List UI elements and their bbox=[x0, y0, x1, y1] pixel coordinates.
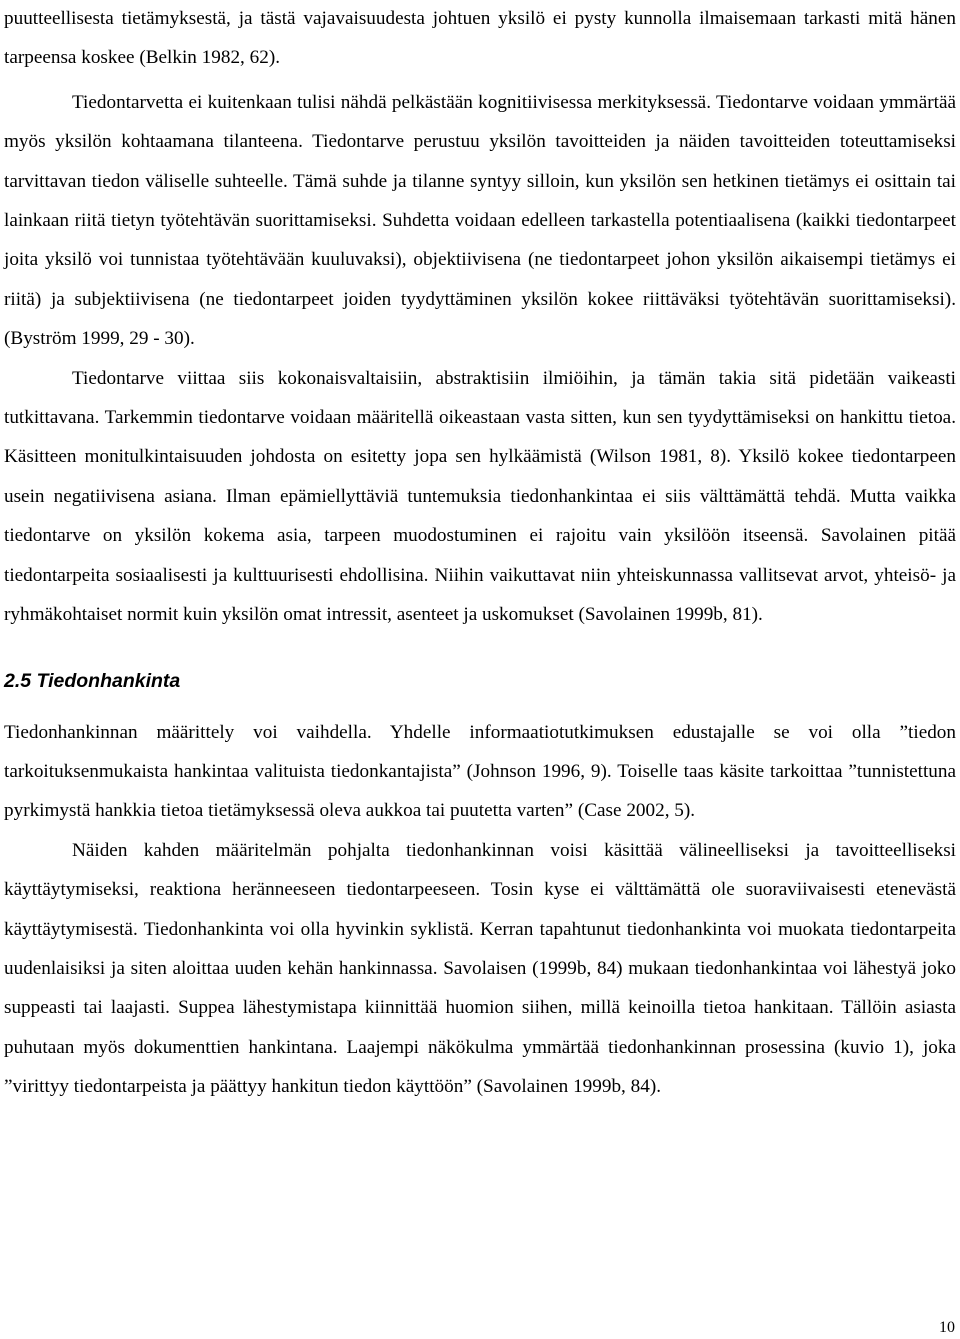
body-paragraph: puutteellisesta tietämyksestä, ja tästä vajavaisuudesta johtuen yksilö ei pysty kunnolla ilmaisemaan tarkasti mitä hänen tarpeensa koskee (Belkin 1982, 62). bbox=[4, 8, 956, 69]
body-paragraph: Tiedontarve viittaa siis kokonaisvaltaisiin, abstraktisiin ilmiöihin, ja tämän takia sitä pidetään vaikeasti tutkittavana. Tarkemmin tiedontarve voidaan määritellä oikeastaan vasta sitten, kun sen tyydyttämiseksi on hankittu tietoa. Käsitteen monitulkintaisuuden johdosta on esitetty jopa sen hylkäämistä (Wilson 1981, 8). Yksilö kokee tiedontarpeen usein negatiivisena asiana. Ilman epämiellyttäviä tuntemuksia tiedonhankintaa ei siis välttämättä tehdä. Mutta vaikka tiedontarve on yksilön kokema asia, tarpeen muodostuminen ei rajoitu vain yksilöön itseensä. Savolainen pitää tiedontarpeita sosiaalisesti ja kulttuurisesti ehdollisina. Niihin vaikuttavat niin yhteiskunnassa vallitsevat arvot, yhteisö- ja ryhmäkohtaiset normit kuin yksilön omat intressit, asenteet ja uskomukset (Savolainen 1999b, 81). bbox=[4, 367, 956, 626]
document-page bbox=[4, 0, 956, 1107]
body-paragraph: Tiedonhankinnan määrittely voi vaihdella. Yhdelle informaatiotutkimuksen edustajalle se voi olla ”tiedon tarkoituksenmukaista hankintaa valituista tiedonkantajista” (Johnson 1996, 9). Toiselle taas käsite tarkoittaa ”tunnistettuna pyrkimystä hankkia tietoa tietämyksessä oleva aukkoa tai puutetta varten” (Case 2002, 5). bbox=[4, 721, 956, 822]
body-paragraph: Tiedontarvetta ei kuitenkaan tulisi nähdä pelkästään kognitiivisessa merkityksessä. Tiedontarve voidaan ymmärtää myös yksilön kohtaamana tilanteena. Tiedontarve perustuu yksilön tavoitteiden ja näiden tavoitteiden toteuttamiseksi tarvittavan tiedon väliselle suhteelle. Tämä suhde ja tilanne syntyy silloin, kun yksilön sen hetkinen tietämys ei osittain tai lainkaan riitä tietyn työtehtävän suorittamiseksi. Suhdetta voidaan edelleen tarkastella potentiaalisena (kaikki tiedontarpeet joita yksilö voi tunnistaa työtehtävään kuuluvaksi), objektiivisena (ne tiedontarpeet johon yksilön aikaisempi tietämys ei riitä) ja subjektiivisena (ne tiedontarpeet joiden tyydyttäminen yksilön kokee riittäväksi työtehtävän suorittamiseksi). (Byström 1999, 29 - 30). bbox=[4, 91, 956, 350]
section-heading: 2.5 Tiedonhankinta bbox=[4, 669, 181, 692]
page-number: 10 bbox=[939, 1319, 955, 1336]
body-paragraph: Näiden kahden määritelmän pohjalta tiedonhankinnan voisi käsittää välineelliseksi ja tavoitteelliseksi käyttäytymiseksi, reaktiona heränneeseen tiedontarpeeseen. Tosin kyse ei välttämättä ole suoraviivaisesti etenevästä käyttäytymisestä. Tiedonhankinta voi olla hyvinkin syklistä. Kerran tapahtunut tiedonhankinta voi muokata tiedontarpeita uudenlaisiksi ja siten aloittaa uuden kehän hankinnassa. Savolaisen (1999b, 84) mukaan tiedonhankintaa voi lähestyä joko suppeasti tai laajasti. Suppea lähestymistapa kiinnittää huomion siihen, millä keinoilla tietoa hankitaan. Tällöin asiasta puhutaan myös dokumenttien hankintana. Laajempi näkökulma ymmärtää tiedonhankinnan prosessina (kuvio 1), joka ”virittyy tiedontarpeista ja päättyy hankitun tiedon käyttöön” (Savolainen 1999b, 84). bbox=[4, 839, 956, 1098]
